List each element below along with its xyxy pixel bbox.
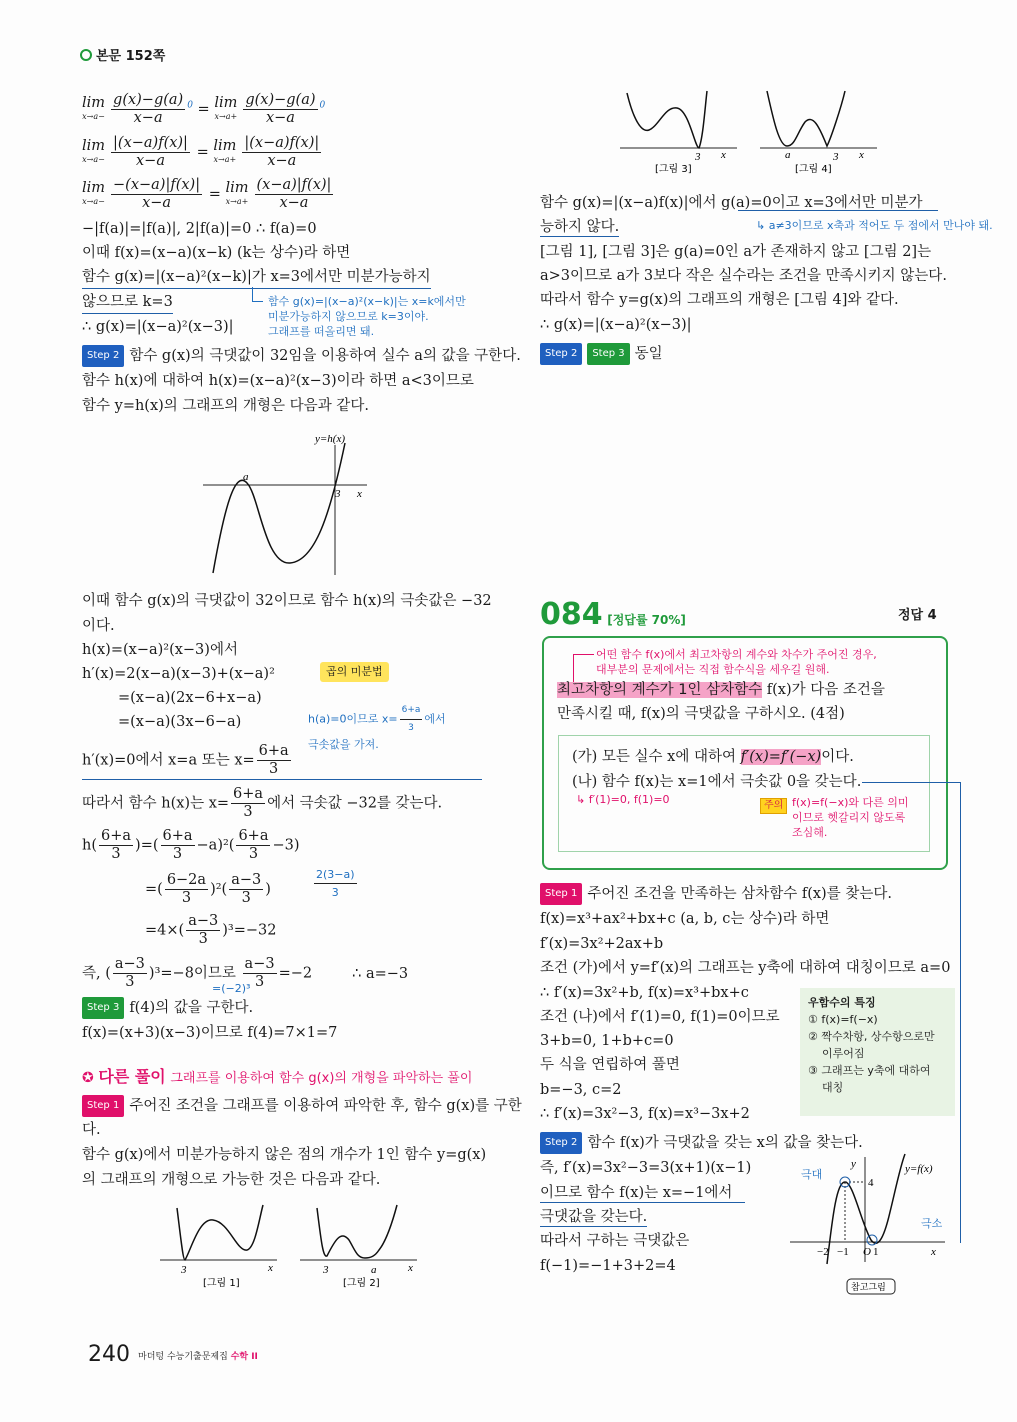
page-number: 240	[88, 1342, 130, 1367]
text-line: 이때 f(x)=(x−a)(x−k) (k는 상수)라 하면	[82, 245, 351, 261]
svg-text:극대: 극대	[801, 1168, 823, 1181]
condition-na: (나) 함수 f(x)는 x=1에서 극솟값 0을 갖는다.	[572, 774, 862, 790]
solution-line: 극댓값을 갖는다.	[540, 1209, 648, 1225]
text-line: [그림 1], [그림 3]은 g(a)=0인 a가 존재하지 않고 [그림 2]는	[540, 244, 932, 260]
text-line: 함수 y=h(x)의 그래프의 개형은 다음과 같다.	[82, 398, 369, 414]
step-2-heading: Step 2 함수 f(x)가 극댓값을 갖는 x의 값을 찾는다.	[540, 1132, 863, 1154]
text-line: 다.	[82, 1122, 101, 1138]
equation-line: =( $\frac{6-2a}{3}$ )²( $\frac{a-3}{3}$ )	[145, 872, 271, 906]
svg-text:x: x	[357, 488, 362, 500]
text-line: h′(x)=2(x−a)(x−3)+(x−a)²	[82, 666, 275, 682]
solution-line: f(−1)=−1+3+2=4	[540, 1258, 676, 1274]
svg-text:−1: −1	[837, 1246, 849, 1258]
step-2-3-same: Step 2 Step 3 동일	[540, 343, 663, 365]
svg-text:참고그림: 참고그림	[851, 1283, 886, 1293]
limit-line-3: lim x→a− $\frac{-(x-a)|f(x)|}{x-a}$ = lim x→a+ $\frac{(x-a)|f(x)|}{x-a}$	[82, 177, 332, 211]
graph-h	[195, 425, 375, 580]
underline	[738, 210, 938, 211]
svg-text:3: 3	[181, 1264, 187, 1276]
svg-text:[그림 4]: [그림 4]	[795, 164, 832, 175]
text-line: 않으므로 k=3	[82, 292, 173, 314]
text-line: −|f(a)|=|f(a)|, 2|f(a)|=0 ∴ f(a)=0	[82, 221, 317, 237]
text-line: =(x−a)(2x−6+x−a)	[118, 690, 262, 706]
side-note: 함수 g(x)=|(x−a)²(x−k)|는 x=k에서만 미분가능하지 않으므로 k=3이야. 그래프를 떠올리면 돼.	[268, 295, 466, 338]
svg-text:x: x	[931, 1246, 936, 1258]
condition-ga: (가) 모든 실수 x에 대하여 f′(x)=f′(−x)이다.	[572, 749, 854, 765]
product-rule-badge: 곱의 미분법	[320, 662, 389, 682]
svg-text:a: a	[785, 149, 791, 161]
underline	[540, 1202, 745, 1203]
svg-text:3: 3	[695, 151, 701, 163]
even-function-box: 우함수의 특징 ① f(x)=f(−x) ② 짝수차항, 상수항으로만 이루어짐 ③ 그래프는 y축에 대하여 대칭	[800, 988, 955, 1116]
svg-text:[그림 1]: [그림 1]	[203, 1278, 240, 1289]
note-arrow	[252, 287, 263, 302]
svg-text:−2: −2	[817, 1246, 829, 1258]
text-line: ∴ g(x)=|(x−a)²(x−3)|	[82, 319, 234, 335]
solution-line: f′(x)=3x²+2ax+b	[540, 936, 664, 952]
solution-line: b=−3, c=2	[540, 1082, 622, 1098]
limit-line-1: lim x→a− $\frac{g(x)-g(a)}{x-a}$ $^0$ = lim x→a+ $\frac{g(x)-g(a)}{x-a}$ $^0$	[82, 92, 326, 126]
caution-badge: 주의	[760, 798, 787, 814]
svg-text:O: O	[863, 1246, 871, 1258]
answer: 정답 4	[898, 608, 937, 623]
step-3-heading: Step 3 f(4)의 값을 구한다.	[82, 997, 253, 1019]
text-line: f(x)=(x+3)(x−3)이므로 f(4)=7×1=7	[82, 1025, 338, 1041]
alt-step-1: Step 1 주어진 조건을 그래프를 이용하여 파악한 후, 함수 g(x)를 구한	[82, 1095, 522, 1117]
problem-header: 084 [정답률 70%]	[540, 597, 686, 632]
svg-text:[그림 2]: [그림 2]	[343, 1278, 380, 1289]
figure-3	[615, 88, 740, 176]
figure-2	[295, 1200, 420, 1295]
figure-1	[155, 1200, 280, 1295]
solution-line: ∴ f′(x)=3x²−3, f(x)=x³−3x+2	[540, 1106, 750, 1122]
svg-text:극소: 극소	[921, 1217, 943, 1230]
figure-4	[755, 88, 880, 176]
svg-text:x: x	[721, 149, 726, 161]
text-line: ∴ g(x)=|(x−a)²(x−3)|	[540, 317, 692, 333]
text-line: 따라서 함수 y=g(x)의 그래프의 개형은 [그림 4]와 같다.	[540, 292, 899, 308]
solution-line: 즉, f′(x)=3x²−3=3(x+1)(x−1)	[540, 1160, 752, 1176]
hint-note: 어떤 함수 f(x)에서 최고차항의 계수와 차수가 주어진 경우, 대부분의 문제에서는 직접 함수식을 세우길 원해.	[596, 648, 877, 676]
svg-text:a: a	[243, 471, 249, 483]
svg-text:y=h(x): y=h(x)	[315, 433, 346, 445]
condition-note: ↳ f′(1)=0, f(1)=0	[576, 793, 670, 806]
text-line: 함수 g(x)에서 미분가능하지 않은 점의 개수가 1인 함수 y=g(x)	[82, 1147, 487, 1163]
solution-line: 조건 (나)에서 f′(1)=0, f(1)=0이므로	[540, 1009, 780, 1025]
alt-icon: ✪	[82, 1070, 94, 1086]
step-1-heading: Step 1 주어진 조건을 만족하는 삼차함수 f(x)를 찾는다.	[540, 883, 892, 905]
text-line: 능하지 않다.	[540, 219, 620, 235]
solution-line: ∴ f′(x)=3x²+b, f(x)=x³+bx+c	[540, 985, 749, 1001]
side-note: $\frac{2(3-a)}{3}$	[316, 868, 355, 899]
reference-graph	[745, 1152, 960, 1300]
limit-line-2: lim x→a− $\frac{|(x-a)f(x)|}{x-a}$ = lim x→a+ $\frac{|(x-a)f(x)|}{x-a}$	[82, 135, 320, 169]
svg-text:x: x	[859, 149, 864, 161]
caution-note: f(x)=f(−x)와 다른 의미 이므로 헷갈리지 않도록 조심해.	[792, 796, 909, 839]
text-line: 함수 g(x)=|(x−a)f(x)|에서 g(a)=0이고 x=3에서만 미분가	[540, 195, 923, 211]
svg-text:[그림 3]: [그림 3]	[655, 164, 692, 175]
page-reference: 본문 152쪽	[80, 47, 165, 67]
alt-solution-heading: ✪ 다른 풀이 그래프를 이용하여 함수 g(x)의 개형을 파악하는 풀이	[82, 1067, 473, 1086]
solution-line: 두 식을 연립하여 풀면	[540, 1057, 680, 1073]
svg-text:x: x	[408, 1262, 413, 1274]
hint-arrow	[573, 654, 594, 683]
svg-text:y=f(x): y=f(x)	[905, 1163, 933, 1175]
circle-icon	[80, 49, 92, 61]
equation-line: 즉, ( $\frac{a-3}{3}$ )³=−8이므로 $\frac{a-3}{3}$ =−2 ∴ a=−3	[82, 956, 409, 990]
svg-text:y: y	[851, 1158, 856, 1170]
text-line: 의 그래프의 개형으로 가능한 것은 다음과 같다.	[82, 1172, 381, 1188]
solution-line: 조건 (가)에서 y=f′(x)의 그래프는 y축에 대하여 대칭이므로 a=0	[540, 960, 951, 976]
side-note: =(−2)³	[212, 982, 251, 995]
equation-line: h( $\frac{6+a}{3}$ )=( $\frac{6+a}{3}$ −a)²( $\frac{6+a}{3}$ −3)	[82, 828, 300, 862]
text-line: h(x)=(x−a)²(x−3)에서	[82, 642, 238, 658]
solution-line: 3+b=0, 1+b+c=0	[540, 1033, 674, 1049]
solution-line: 따라서 구하는 극댓값은	[540, 1233, 690, 1249]
text-line: a>3이므로 a가 3보다 작은 실수라는 조건을 만족시키지 않는다.	[540, 268, 947, 284]
text-line: 이때 함수 g(x)의 극댓값이 32이므로 함수 h(x)의 극솟값은 −32	[82, 593, 492, 609]
svg-text:3: 3	[323, 1264, 329, 1276]
solution-line: f(x)=x³+ax²+bx+c (a, b, c는 상수)라 하면	[540, 911, 830, 927]
text-line: h′(x)=0에서 x=a 또는 x= $\frac{6+a}{3}$	[82, 743, 490, 780]
equation-line: =4×( $\frac{a-3}{3}$ )³=−32	[145, 913, 277, 947]
side-note: h(a)=0이므로 x= $\frac{6+a}{3}$ 에서 극솟값을 가져.	[308, 702, 446, 752]
text-line: 함수 h(x)에 대하여 h(x)=(x−a)²(x−3)이라 하면 a<3이므로	[82, 373, 474, 389]
svg-text:3: 3	[335, 488, 341, 500]
question-line: 만족시킬 때, f(x)의 극댓값을 구하시오. (4점)	[557, 706, 845, 722]
text-line: =(x−a)(3x−6−a)	[118, 714, 242, 730]
question-line: 최고차항의 계수가 1인 삼차함수 f(x)가 다음 조건을	[557, 682, 885, 698]
book-title: 마더텅 수능기출문제집 수학 II	[138, 1352, 258, 1362]
svg-text:4: 4	[868, 1177, 874, 1189]
solution-line: 이므로 함수 f(x)는 x=−1에서	[540, 1185, 733, 1201]
text-line: 따라서 함수 h(x)는 x= $\frac{6+a}{3}$ 에서 극솟값 −32를 갖는다.	[82, 786, 443, 820]
text-line: 이다.	[82, 618, 115, 634]
svg-text:a: a	[371, 1264, 377, 1276]
step-2-heading: Step 2 함수 g(x)의 극댓값이 32임을 이용하여 실수 a의 값을 구한다.	[82, 345, 521, 367]
svg-text:1: 1	[873, 1246, 879, 1258]
svg-text:x: x	[268, 1262, 273, 1274]
text-line: 함수 g(x)=|(x−a)²(x−k)|가 x=3에서만 미분가능하지	[82, 267, 431, 289]
svg-text:3: 3	[833, 151, 839, 163]
side-note: ↳ a≠3이므로 x축과 적어도 두 점에서 만나야 돼.	[756, 219, 993, 232]
